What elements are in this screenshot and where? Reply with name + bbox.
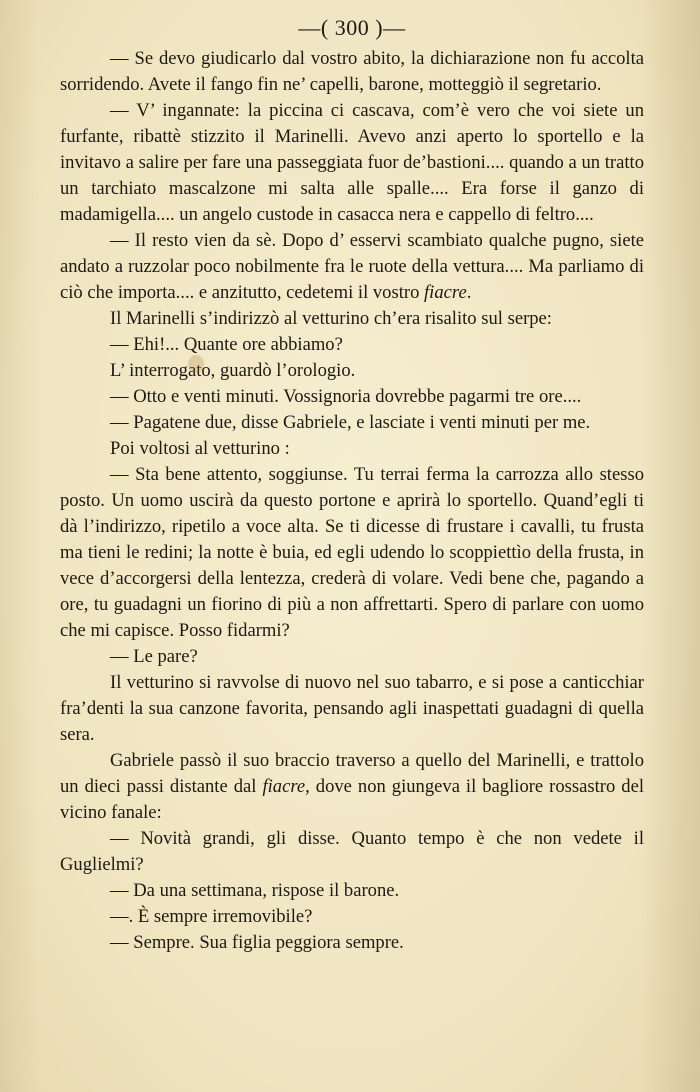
paragraph-text-tail: .: [466, 282, 472, 303]
paragraph-text-tail: , dove non giungeva il bagliore rossastro del vicino fanale:: [60, 776, 644, 823]
paragraph: [60, 930, 644, 956]
paragraph-text: — Il resto vien da sè. Dopo d’ esservi scambiato qualche pugno, siete andato a ruzzolar poco nobilmente fra le ruote della vettura.... Ma parliamo di ciò che importa.... e anzitutto, cedetemi il vostro: [60, 230, 644, 303]
paragraph: [60, 644, 644, 670]
paragraph: [60, 228, 644, 306]
paragraph-text: — Sta bene attento, soggiunse. Tu terrai ferma la carrozza allo stesso posto. Un uomo uscirà da questo portone e aprirà lo sportello. Quand’egli ti dà l’indirizzo, ripetilo a voce alta. Se ti dicesse di frustare i cavalli, tu frusta ma tieni le redini; la notte è buia, ed egli udendo lo scoppiettìo della frusta, in vece d’accorgersi della lentezza, crederà di volare. Vedi bene che, pagando a ore, tu guadagni un fiorino di più a non affrettarti. Spero di parlare con uomo che mi capisce. Posso fidarmi?: [60, 464, 644, 641]
paragraph-text: — V’ ingannate: la piccina ci cascava, com’è vero che voi siete un furfante, ribattè stizzito il Marinelli. Avevo anzi aperto lo sportello e la invitavo a salire per fare una passeggiata fuor de’bastioni.... quando a un tratto un tarchiato mascalzone mi salta alle spalle.... Era forse il ganzo di madamigella.... un angelo custode in casacca nera e cappello di feltro....: [60, 100, 644, 225]
paragraph: [60, 826, 644, 878]
paragraph-text: — Se devo giudicarlo dal vostro abito, la dichiarazione non fu accolta sorridendo. Avete il fango fin ne’ capelli, barone, motteggiò il segretario.: [60, 48, 644, 95]
paragraph: [60, 436, 644, 462]
paragraph-text: Il Marinelli s’indirizzò al vetturino ch’era risalito sul serpe:: [110, 308, 552, 329]
page-number-header: —( 300 )—: [298, 15, 406, 40]
paragraph: [60, 462, 644, 644]
paper-stain: [188, 355, 204, 373]
paragraph-text: L’ interrogato, guardò l’orologio.: [110, 360, 356, 381]
paragraph-text: — Da una settimana, rispose il barone.: [110, 880, 400, 901]
italic-word: fiacre: [424, 282, 467, 303]
paragraph-text: —. È sempre irremovibile?: [110, 906, 313, 927]
body-text: [60, 46, 644, 956]
paragraph: [60, 384, 644, 410]
paragraph: [60, 410, 644, 436]
paragraph-text: — Novità grandi, gli disse. Quanto tempo è che non vedete il Guglielmi?: [60, 828, 644, 875]
paragraph: [60, 670, 644, 748]
paragraph-text: — Le pare?: [110, 646, 198, 667]
paragraph-text: — Ehi!... Quante ore abbiamo?: [110, 334, 343, 355]
paragraph-text: Gabriele passò il suo braccio traverso a quello del Marinelli, e trattolo un dieci passi distante dal: [60, 750, 644, 797]
paragraph-text: — Pagatene due, disse Gabriele, e lasciate i venti minuti per me.: [110, 412, 591, 433]
paragraph: [60, 46, 644, 98]
paragraph-text: — Otto e venti minuti. Vossignoria dovrebbe pagarmi tre ore....: [110, 386, 582, 407]
paragraph: [60, 98, 644, 228]
paragraph-text: Il vetturino si ravvolse di nuovo nel suo tabarro, e si pose a canticchiar fra’denti la sua canzone favorita, pensando agli inaspettati guadagni di quella sera.: [60, 672, 644, 745]
paragraph: [60, 878, 644, 904]
paragraph-text: Poi voltosi al vetturino :: [110, 438, 290, 459]
paragraph: [60, 306, 644, 332]
paragraph-text: — Sempre. Sua figlia peggiora sempre.: [110, 932, 404, 953]
italic-word: fiacre: [262, 776, 306, 797]
paragraph: [60, 904, 644, 930]
paragraph: [60, 748, 644, 826]
paragraph: [60, 358, 644, 384]
paragraph: [60, 332, 644, 358]
